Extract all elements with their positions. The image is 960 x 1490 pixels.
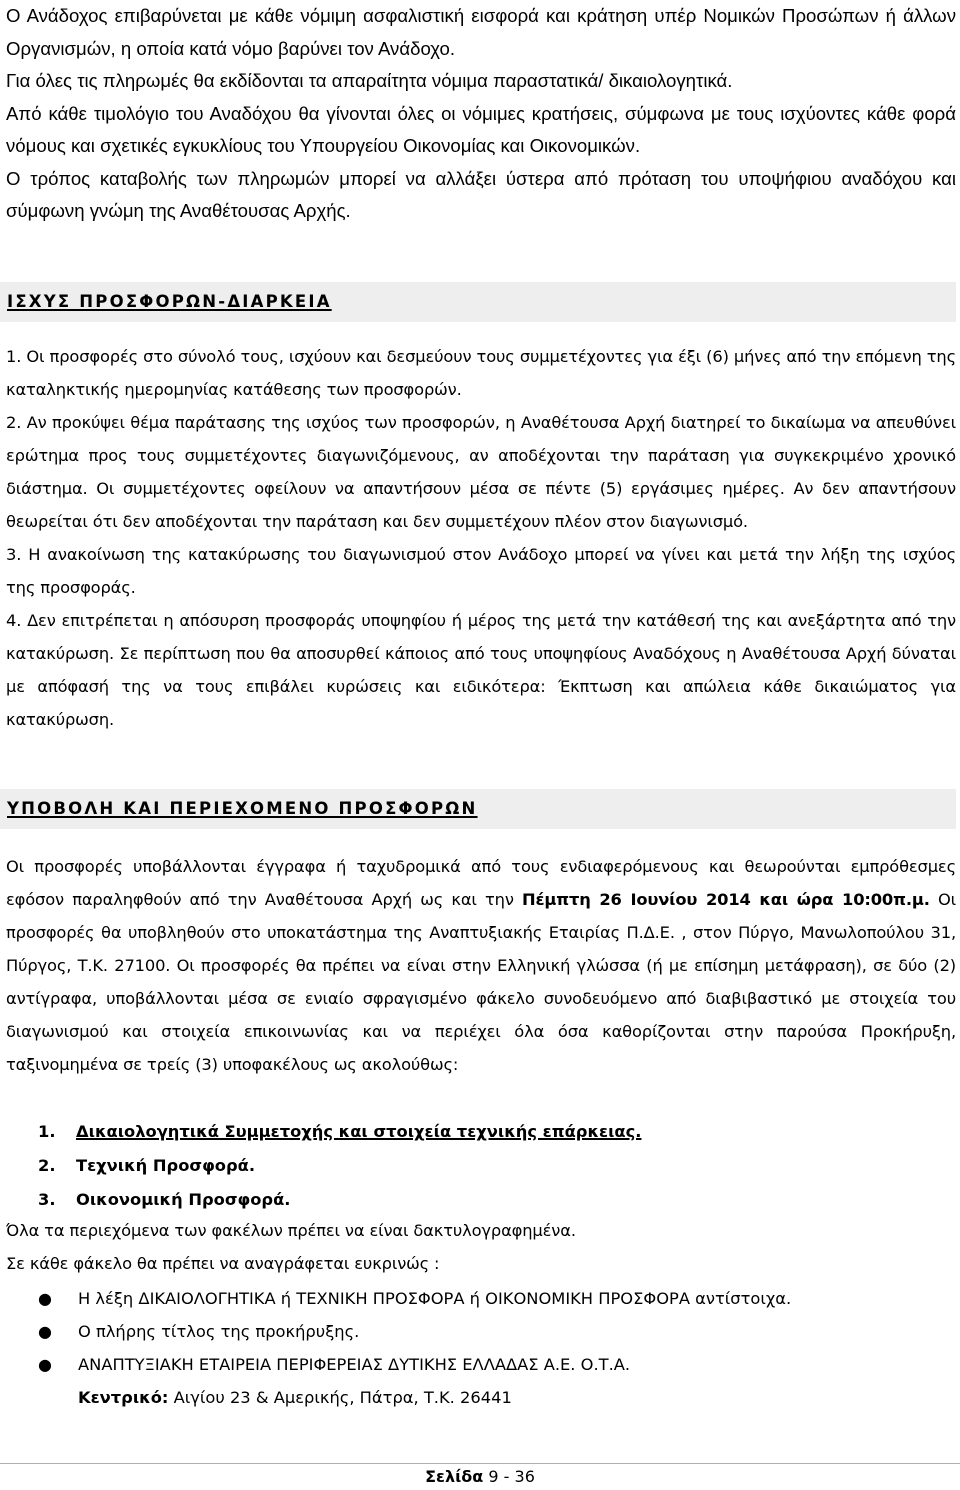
- typed-contents-note: Όλα τα περιεχόμενα των φακέλων πρέπει να είναι δακτυλογραφημένα.: [6, 1221, 576, 1240]
- submission-intro: [6, 850, 956, 1081]
- subfolder-list: [38, 1115, 956, 1217]
- section-heading-validity: [0, 282, 956, 322]
- subfolder-item-label: Δικαιολογητικά Συμμετοχής και στοιχεία τεχνικής επάρκειας.: [76, 1122, 642, 1141]
- bullet-item: ● Ο πλήρης τίτλος της προκήρυξης.: [36, 1315, 956, 1348]
- section-heading-validity-text: ΙΣΧΥΣ ΠΡΟΣΦΟΡΩΝ-ΔΙΑΡΚΕΙΑ: [7, 292, 332, 311]
- subfolder-item: 2. Τεχνική Προσφορά.: [38, 1156, 256, 1175]
- headquarters-address: Αιγίου 23 & Αμερικής, Πάτρα, Τ.Κ. 26441: [168, 1388, 512, 1407]
- page-total: 36: [514, 1467, 535, 1486]
- page-number: 9: [488, 1467, 499, 1486]
- validity-item-3: 3. Η ανακοίνωση της κατακύρωσης του διαγωνισμού στον Ανάδοχο μπορεί να γίνει και μετά την λήξη της ισχύος της προσφοράς.: [6, 545, 956, 597]
- subfolder-item-label: Τεχνική Προσφορά.: [76, 1156, 256, 1175]
- validity-item-2: 2. Αν προκύψει θέμα παράτασης της ισχύος των προσφορών, η Αναθέτουσα Αρχή διατηρεί το δικαίωμα να απευθύνει ερώτημα προς τους συμμετέχοντες διαγωνιζόμενους, αν αποδέχονται την παράταση για συγκεκριμένο χρονικό διάστημα. Οι συμμετέχοντες οφείλουν να απαντήσουν μέσα σε πέντε (5) εργάσιμες ημέρες. Αν δεν απαντήσουν θεωρείται ότι δεν αποδέχονται την παράταση και δεν συμμετέχουν πλέον στον διαγωνισμό.: [6, 413, 956, 531]
- subfolder-item: 3. Οικονομική Προσφορά.: [38, 1190, 291, 1209]
- headquarters-label: Κεντρικό:: [78, 1388, 169, 1407]
- validity-item-4: 4. Δεν επιτρέπεται η απόσυρση προσφοράς υποψηφίου ή μέρος της μετά την κατάθεσή της και ανεξάρτητα από την κατακύρωση. Σε περίπτωση που θα αποσυρθεί κάποιος από τους υποψηφίους Αναδόχους η Αναθέτουσα Αρχή δύναται με απόφασή της να τους επιβάλει κυρώσεις και ειδικότερα: Έκπτωση και απώλεια κάθε δικαιώματος για κατακύρωση.: [6, 611, 956, 729]
- section-heading-submission: [0, 789, 956, 829]
- envelope-bullet-list: [36, 1282, 956, 1414]
- paragraph-deductions: Από κάθε τιμολόγιο του Αναδόχου θα γίνονται όλες οι νόμιμες κρατήσεις, σύμφωνα με τους ισχύοντες κάθε φορά νόμους και σχετικές εγκυκλίους του Υπουργείου Οικονομίας και Οικονομικών.: [6, 102, 956, 156]
- envelope-label-note: Σε κάθε φάκελο θα πρέπει να αναγράφεται ευκρινώς :: [6, 1254, 440, 1273]
- paragraph-documents: Για όλες τις πληρωμές θα εκδίδονται τα απαραίτητα νόμιμα παραστατικά/ δικαιολογητικά.: [6, 70, 733, 91]
- bullet-item: ● ΑΝΑΠΤΥΞΙΑΚΗ ΕΤΑΙΡΕΙΑ ΠΕΡΙΦΕΡΕΙΑΣ ΔΥΤΙΚΗΣ ΕΛΛΑΔΑΣ Α.Ε. Ο.Τ.Α.: [36, 1348, 956, 1381]
- page-footer: [0, 1463, 960, 1490]
- bullet-icon: ●: [38, 1322, 52, 1341]
- headquarters-line: [36, 1381, 956, 1414]
- bullet-icon: ●: [38, 1355, 52, 1374]
- deadline-date: Πέμπτη 26 Ιουνίου 2014 και ώρα 10:00π.μ.: [522, 890, 930, 909]
- intro-text-after: Οι προσφορές θα υποβληθούν στο υποκατάστημα της Αναπτυξιακής Εταιρίας Π.Δ.Ε. , στον Πύργο, Μανωλοπούλου 31, Πύργος, Τ.Κ. 27100. Οι προσφορές θα πρέπει να είναι στην Ελληνική γλώσσα (ή με επίσημη μετάφραση), σε δύο (2) αντίγραφα, υποβάλλονται μέσα σε ενιαίο σφραγισμένο φάκελο συνοδευόμενο από διαβιβαστικό με στοιχεία του διαγωνισμού και στοιχεία επικοινωνίας και να περιέχει όλα όσα καθορίζονται στην παρούσα Προκήρυξη, ταξινομημένα σε τρείς (3) υποφακέλους ως ακολούθως:: [6, 890, 956, 1074]
- validity-item-1: 1. Οι προσφορές στο σύνολό τους, ισχύουν και δεσμεύουν τους συμμετέχοντες για έξι (6) μήνες από την επόμενη της καταληκτικής ημερομηνίας κατάθεσης των προσφορών.: [6, 347, 956, 399]
- bullet-item: ● Η λέξη ΔΙΚΑΙΟΛΟΓΗΤΙΚΑ ή ΤΕΧΝΙΚΗ ΠΡΟΣΦΟΡΑ ή ΟΙΚΟΝΟΜΙΚΗ ΠΡΟΣΦΟΡΑ αντίστοιχα.: [36, 1282, 956, 1315]
- bullet-icon: ●: [38, 1289, 52, 1308]
- section-heading-submission-text: ΥΠΟΒΟΛΗ ΚΑΙ ΠΕΡΙΕΧΟΜΕΝΟ ΠΡΟΣΦΟΡΩΝ: [7, 799, 478, 818]
- validity-block: [6, 340, 956, 736]
- page-separator: -: [498, 1467, 515, 1486]
- intro-text-before: Οι προσφορές υποβάλλονται έγγραφα ή ταχυδρομικά από τους ενδιαφερόμενους και θεωρούνται εμπρόθεσμες εφόσον παραληφθούν από την Αναθέτουσα Αρχή ως και την: [6, 857, 956, 909]
- paragraph-contributions: Ο Ανάδοχος επιβαρύνεται με κάθε νόμιμη ασφαλιστική εισφορά και κράτηση υπέρ Νομικών Προσώπων ή άλλων Οργανισμών, η οποία κατά νόμο βαρύνει τον Ανάδοχο.: [6, 5, 956, 59]
- paragraph-payment-method: Ο τρόπος καταβολής των πληρωμών μπορεί να αλλάξει ύστερα από πρόταση του υποψήφιου αναδόχου και σύμφωνη γνώμη της Αναθέτουσας Αρχής.: [6, 167, 956, 221]
- page-label: Σελίδα: [425, 1467, 484, 1486]
- envelope-instructions: [6, 1214, 956, 1280]
- submission-intro-paragraph: [6, 850, 956, 1081]
- subfolder-item: 1. Δικαιολογητικά Συμμετοχής και στοιχεία τεχνικής επάρκειας.: [38, 1122, 642, 1141]
- payment-terms-block: [6, 0, 956, 228]
- subfolder-item-label: Οικονομική Προσφορά.: [76, 1190, 291, 1209]
